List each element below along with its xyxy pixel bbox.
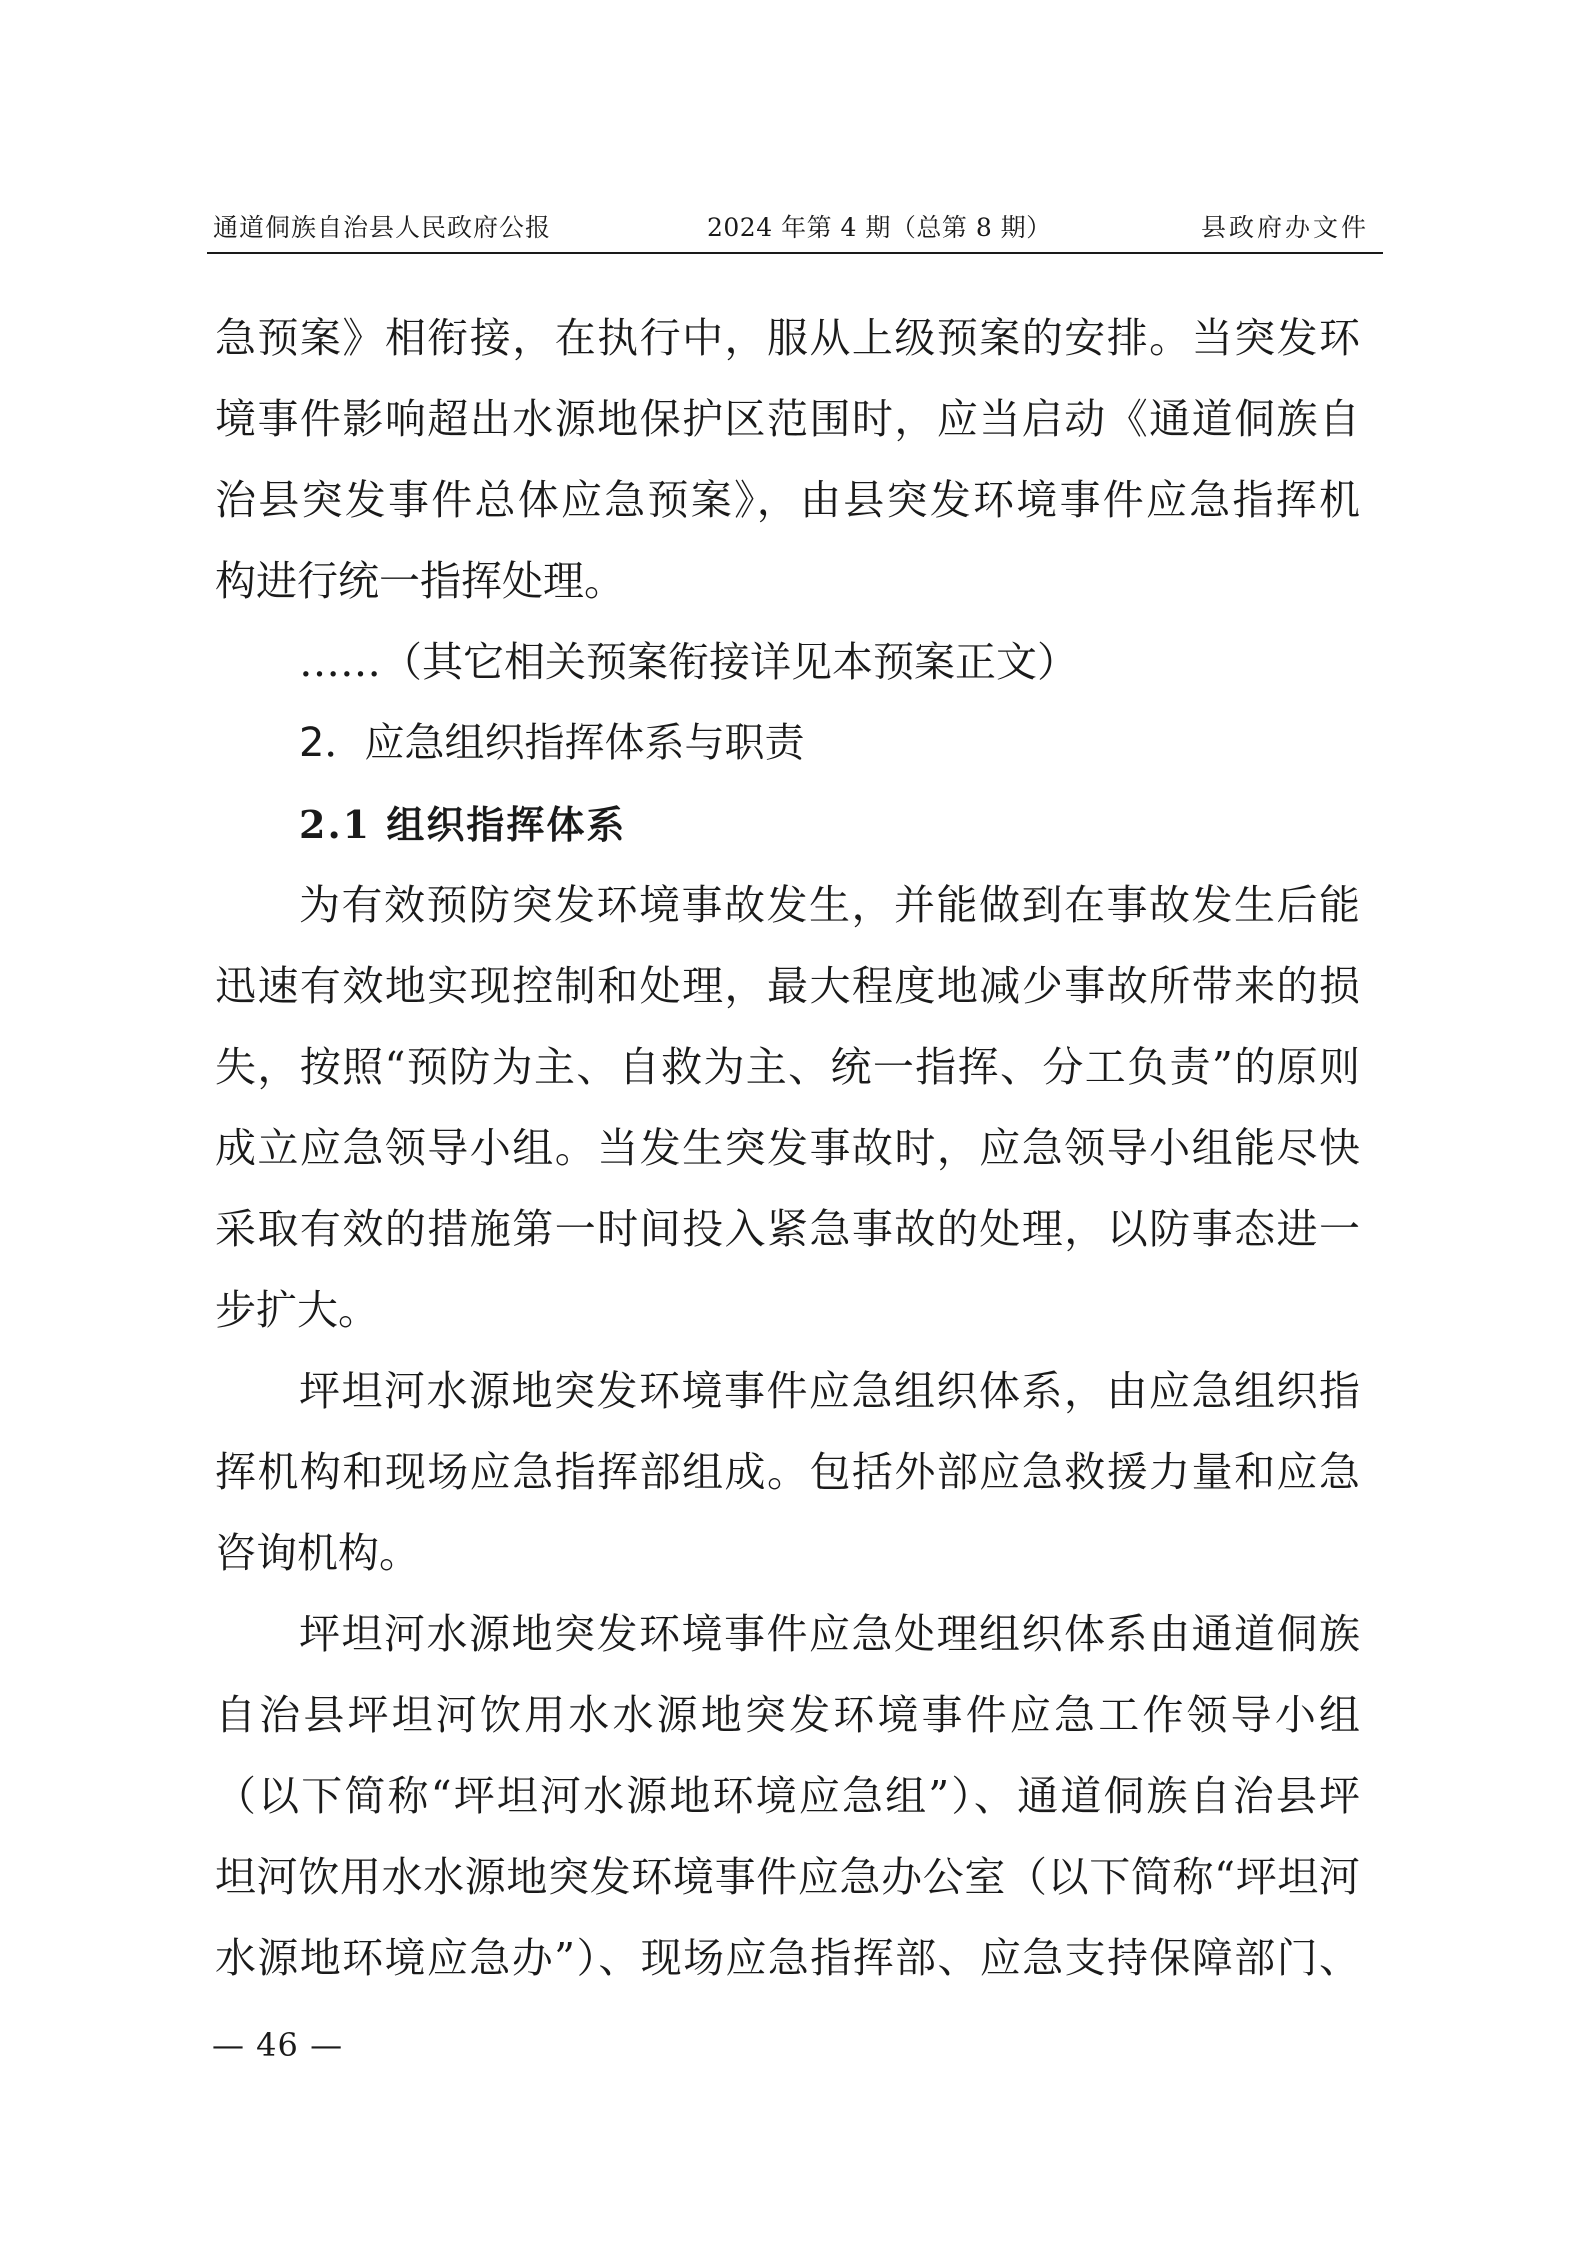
header-section-label: 县政府办文件 — [1200, 213, 1369, 242]
text-line: 坪坦河水源地突发环境事件应急处理组织体系由通道侗族 — [299, 1610, 1360, 1658]
paragraph-plan-linkage — [215, 298, 1360, 622]
paragraph-organization-system — [215, 1351, 1360, 1594]
text-line: 成立应急领导小组。当发生突发事故时，应急领导小组能尽快 — [215, 1124, 1360, 1172]
text-line: 采取有效的措施第一时间投入紧急事故的处理，以防事态进一 — [215, 1205, 1360, 1253]
text-line: 挥机构和现场应急指挥部组成。包括外部应急救援力量和应急 — [215, 1448, 1360, 1496]
paragraph-handling-system — [215, 1594, 1360, 1999]
text-line: 急预案》相衔接，在执行中，服从上级预案的安排。当突发环 — [215, 314, 1360, 362]
text-line: 失，按照“预防为主、自救为主、统一指挥、分工负责”的原则 — [215, 1043, 1360, 1091]
section-heading-2: 2．应急组织指挥体系与职责 — [299, 720, 805, 766]
text-line: 咨询机构。 — [215, 1529, 420, 1577]
text-line: 自治县坪坦河饮用水水源地突发环境事件应急工作领导小组 — [215, 1691, 1360, 1739]
header-publication-title: 通道侗族自治县人民政府公报 — [213, 213, 552, 242]
paragraph-emergency-leadership — [215, 865, 1360, 1351]
paragraph-see-main-text — [215, 622, 1360, 703]
text-line: 步扩大。 — [215, 1286, 379, 1334]
text-line: 构进行统一指挥处理。 — [215, 557, 625, 605]
page-number: — 46 — — [212, 2026, 344, 2064]
text-line: 迅速有效地实现控制和处理，最大程度地减少事故所带来的损 — [215, 962, 1360, 1010]
section-heading-2-1: 2.1 组织指挥体系 — [299, 802, 627, 847]
text-line: ……（其它相关预案衔接详见本预案正文） — [299, 638, 1078, 686]
text-line: 坪坦河水源地突发环境事件应急组织体系，由应急组织指 — [299, 1367, 1360, 1415]
text-line: 水源地环境应急办”）、现场应急指挥部、应急支持保障部门、 — [215, 1934, 1360, 1982]
header-rule — [207, 252, 1383, 254]
text-line: 坦河饮用水水源地突发环境事件应急办公室（以下简称“坪坦河 — [215, 1853, 1360, 1901]
header-issue-number: 2024 年第 4 期（总第 8 期） — [707, 213, 1052, 242]
page-header — [207, 208, 1383, 252]
text-line: （以下简称“坪坦河水源地环境应急组”）、通道侗族自治县坪 — [215, 1772, 1360, 1820]
page-body — [215, 298, 1360, 1999]
text-line: 治县突发事件总体应急预案》，由县突发环境事件应急指挥机 — [215, 476, 1360, 524]
text-line: 为有效预防突发环境事故发生，并能做到在事故发生后能 — [299, 881, 1360, 929]
text-line: 境事件影响超出水源地保护区范围时，应当启动《通道侗族自 — [215, 395, 1360, 443]
